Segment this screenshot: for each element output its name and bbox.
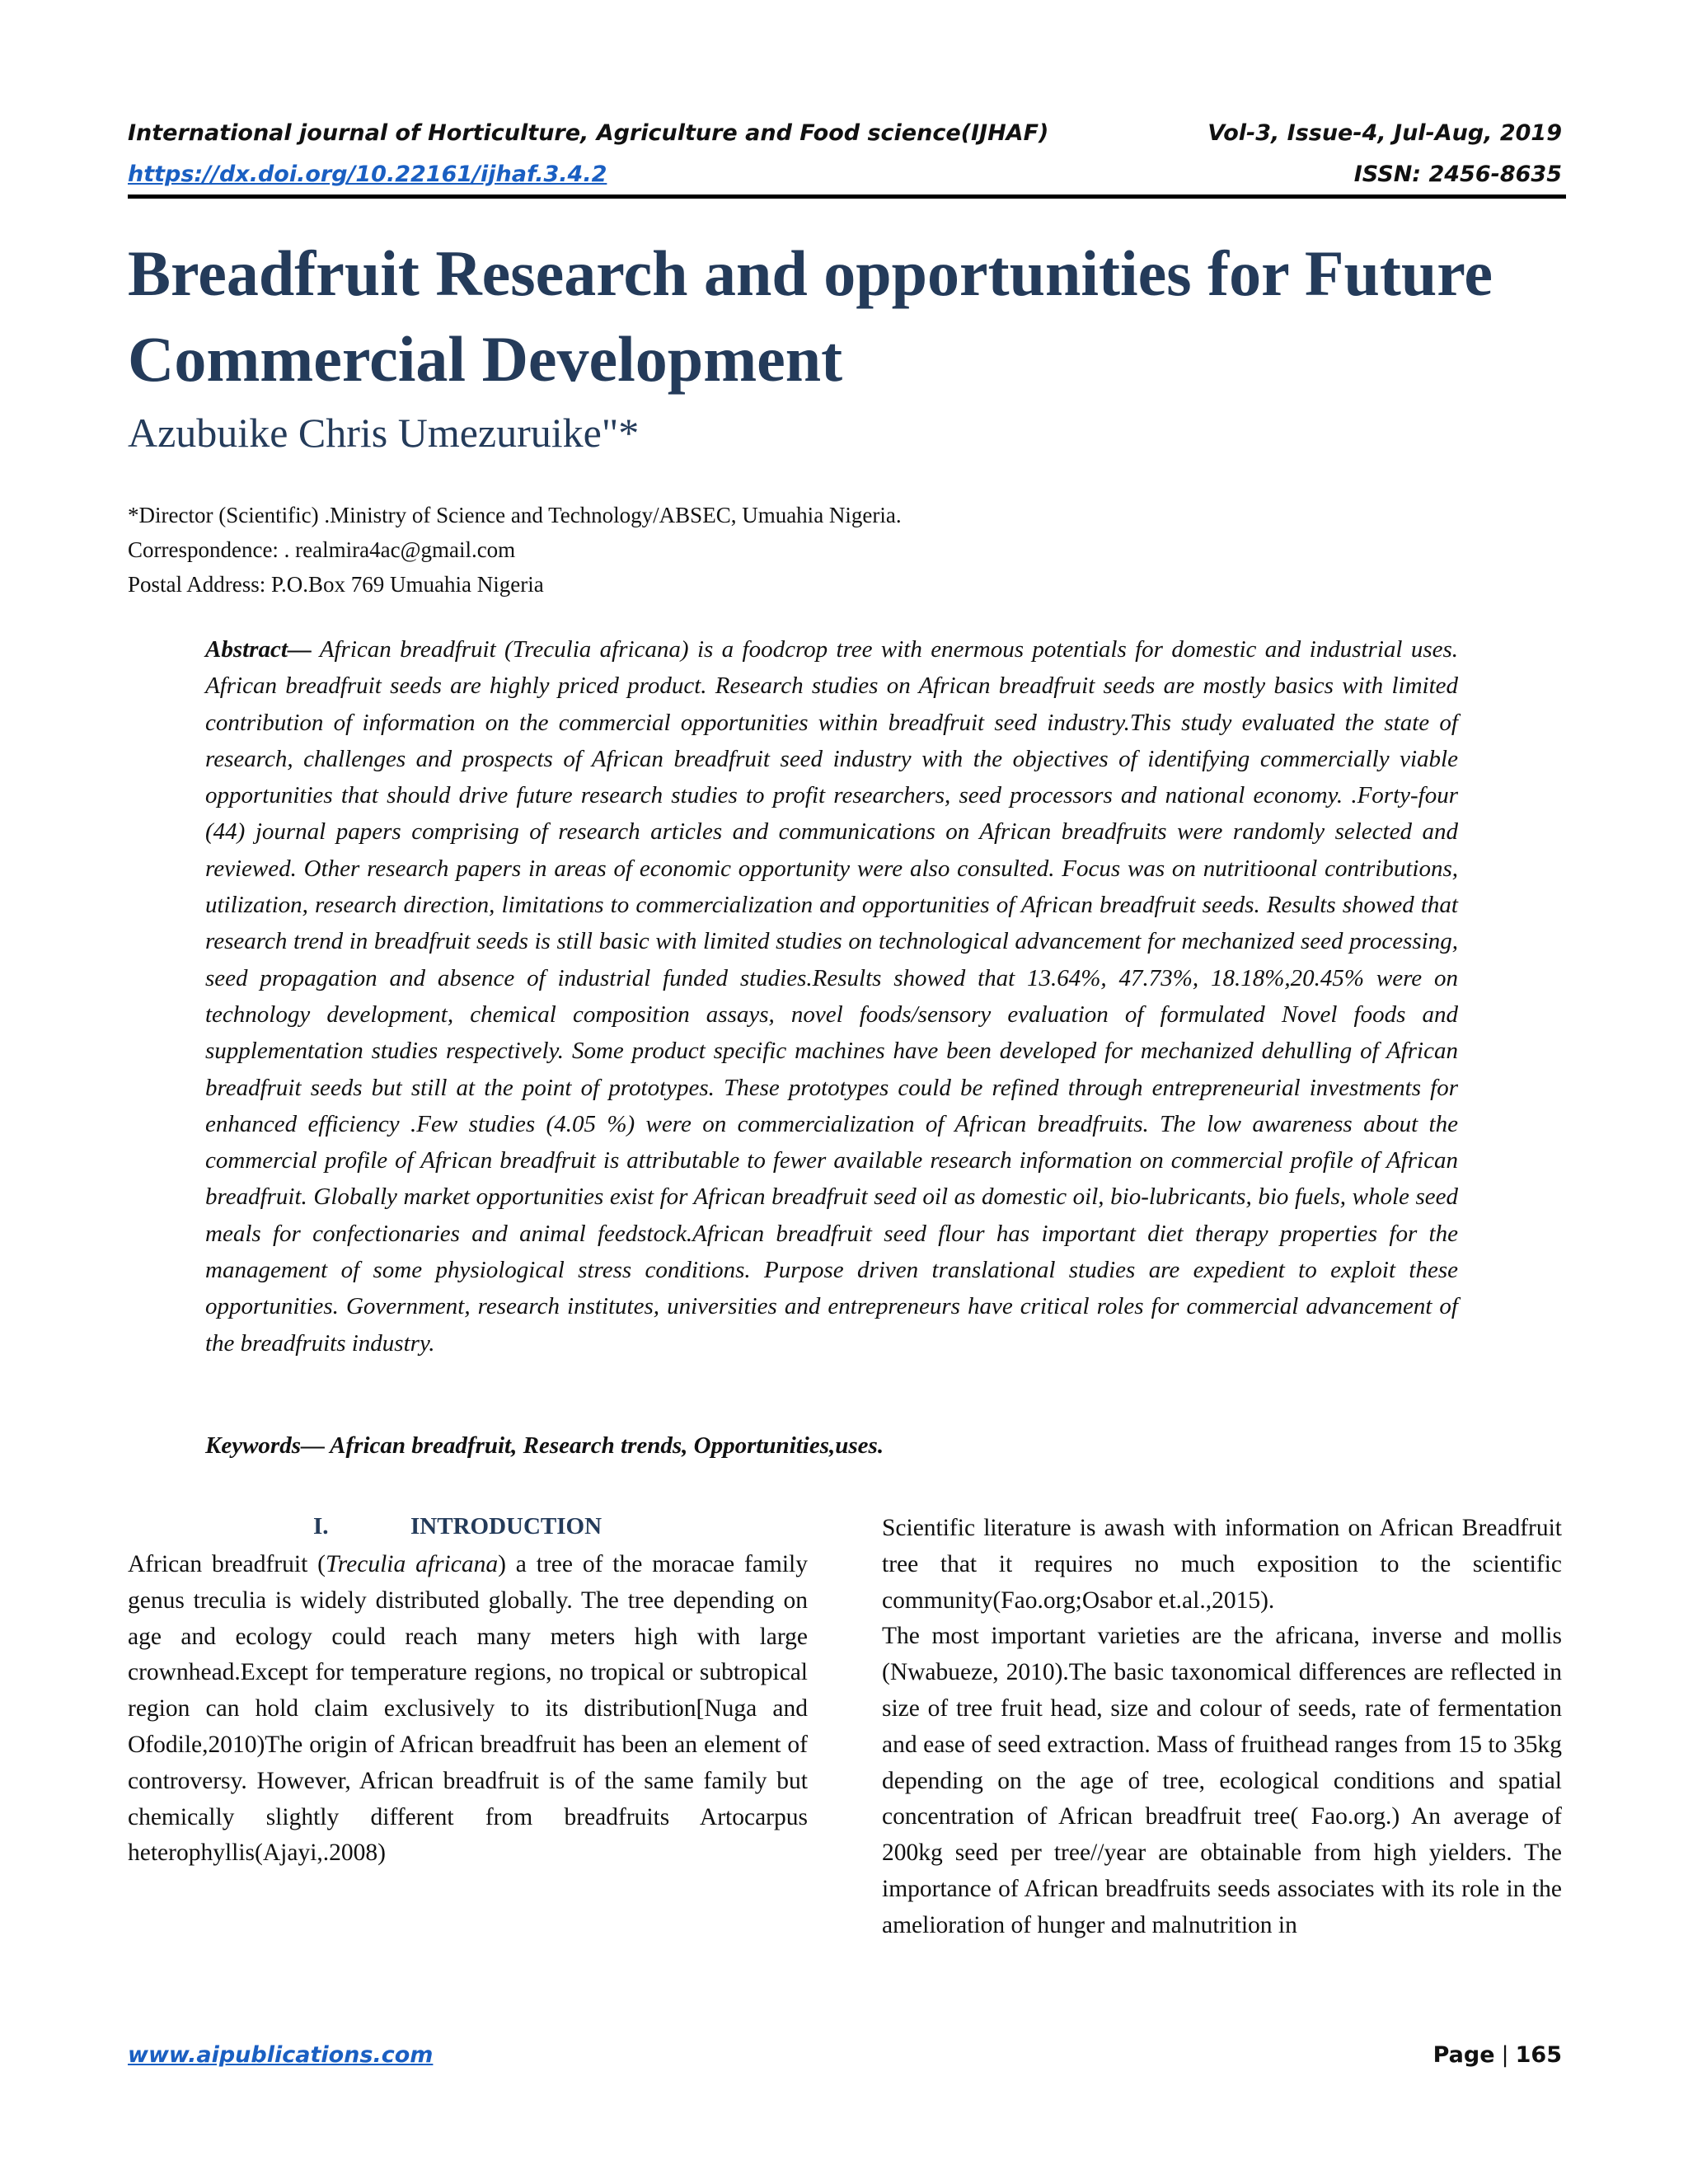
intro-text: ) a tree of the moracae family genus treculia is widely distributed globally. The tree depending on age and ecology could reach many meters high with large crownhead.Except for temperature regions, no tropical or subtropical region can hold claim exclusively to its distribution[Nuga and Ofodile,2010)The origin of African breadfruit has been an element of controversy. However, African breadfruit is of the same family but chemically slightly different from breadfruits Artocarpus heterophyllis(Ajayi,.2008) bbox=[128, 1551, 808, 1867]
affiliation-block bbox=[128, 498, 902, 602]
affiliation-line: *Director (Scientific) .Ministry of Science and Technology/ABSEC, Umuahia Nigeria. bbox=[128, 503, 902, 527]
page-number bbox=[1433, 2042, 1562, 2068]
author-name: Azubuike Chris Umezuruike"* bbox=[128, 410, 640, 456]
species-name: Treculia africana bbox=[325, 1551, 499, 1577]
volume-issue: Vol-3, Issue-4, Jul-Aug, 2019 bbox=[1207, 120, 1562, 146]
header-divider bbox=[128, 194, 1566, 199]
keywords: Keywords— African breadfruit, Research trends, Opportunities,uses. bbox=[205, 1432, 884, 1459]
section-heading-introduction bbox=[313, 1513, 602, 1540]
journal-name: International journal of Horticulture, Agriculture and Food science(IJHAF) bbox=[128, 120, 1049, 146]
running-header-links bbox=[128, 162, 1562, 187]
intro-text: African breadfruit ( bbox=[128, 1551, 326, 1577]
page-number-value: 165 bbox=[1515, 2042, 1562, 2068]
intro-paragraph: Scientific literature is awash with information on African Breadfruit tree that it requires no much exposition to the scientific community(Fao.org;Osabor et.al.,2015). bbox=[882, 1515, 1562, 1614]
doi-link[interactable]: https://dx.doi.org/10.22161/ijhaf.3.4.2 bbox=[128, 162, 607, 187]
right-column bbox=[882, 1511, 1562, 1944]
publisher-website-link[interactable]: www.aipublications.com bbox=[128, 2042, 434, 2068]
running-header bbox=[128, 120, 1562, 146]
section-number: I. bbox=[313, 1513, 329, 1540]
issn: ISSN: 2456-8635 bbox=[1353, 162, 1562, 187]
section-title: INTRODUCTION bbox=[410, 1513, 603, 1540]
postal-address-line: Postal Address: P.O.Box 769 Umuahia Nigeria bbox=[128, 572, 544, 597]
left-column bbox=[128, 1547, 808, 1872]
abstract-label: Abstract— bbox=[205, 636, 312, 663]
intro-paragraph: The most important varieties are the africana, inverse and mollis (Nwabueze, 2010).The basic taxonomical differences are reflected in size of tree fruit head, size and colour of seeds, rate of fermentation and ease of seed extraction. Mass of fruithead ranges from 15 to 35kg depending on the age of tree, ecological conditions and spatial concentration of African breadfruit tree( Fao.org.) An average of 200kg seed per tree//year are obtainable from high yielders. The importance of African breadfruits seeds associates with its role in the amelioration of hunger and malnutrition in bbox=[882, 1623, 1562, 1938]
page-separator: | bbox=[1501, 2042, 1509, 2068]
intro-paragraph bbox=[128, 1547, 808, 1872]
page-label: Page bbox=[1432, 2042, 1495, 2068]
correspondence-line: Correspondence: . realmira4ac@gmail.com bbox=[128, 537, 516, 562]
abstract bbox=[205, 631, 1458, 1361]
paper-title: Breadfruit Research and opportunities for Future Commercial Development bbox=[128, 237, 1493, 395]
abstract-text: African breadfruit (Treculia africana) is a foodcrop tree with enermous potentials for domestic and industrial uses. African breadfruit seeds are highly priced product. Research studies on African breadfruit seeds are mostly basics with limited contribution of information on the commercial opportunities within breadfruit seed industry.This study evaluated the state of research, challenges and prospects of African breadfruit seed industry with the objectives of identifying commercially viable opportunities that should drive future research studies to profit researchers, seed processors and national economy. .Forty-four (44) journal papers comprising of research articles and communications on African breadfruits were randomly selected and reviewed. Other research papers in areas of economic opportunity were also consulted. Focus was on nutritioonal contributions, utilization, research direction, limitations to commercialization and opportunities of African breadfruit seeds. Results showed that research trend in breadfruit seeds is still basic with limited studies on technological advancement for mechanized seed processing, seed propagation and absence of industrial funded studies.Results showed that 13.64%, 47.73%, 18.18%,20.45% were on technology development, chemical composition assays, novel foods/sensory evaluation of formulated Novel foods and supplementation studies respectively. Some product specific machines have been developed for mechanized dehulling of African breadfruit seeds but still at the point of prototypes. These prototypes could be refined through entrepreneurial investments for enhanced efficiency .Few studies (4.05 %) were on commercialization of African breadfruits. The low awareness about the commercial profile of African breadfruit is attributable to fewer available research information on commercial profile of African breadfruit. Globally market opportunities exist for African breadfruit seed oil as domestic oil, bio-lubricants, bio fuels, whole seed meals for confectionaries and animal feedstock.African breadfruit seed flour has important diet therapy properties for the management of some physiological stress conditions. Purpose driven translational studies are expedient to exploit these opportunities. Government, research institutes, universities and entrepreneurs have critical roles for commercial advancement of the breadfruits industry. bbox=[205, 636, 1459, 1357]
